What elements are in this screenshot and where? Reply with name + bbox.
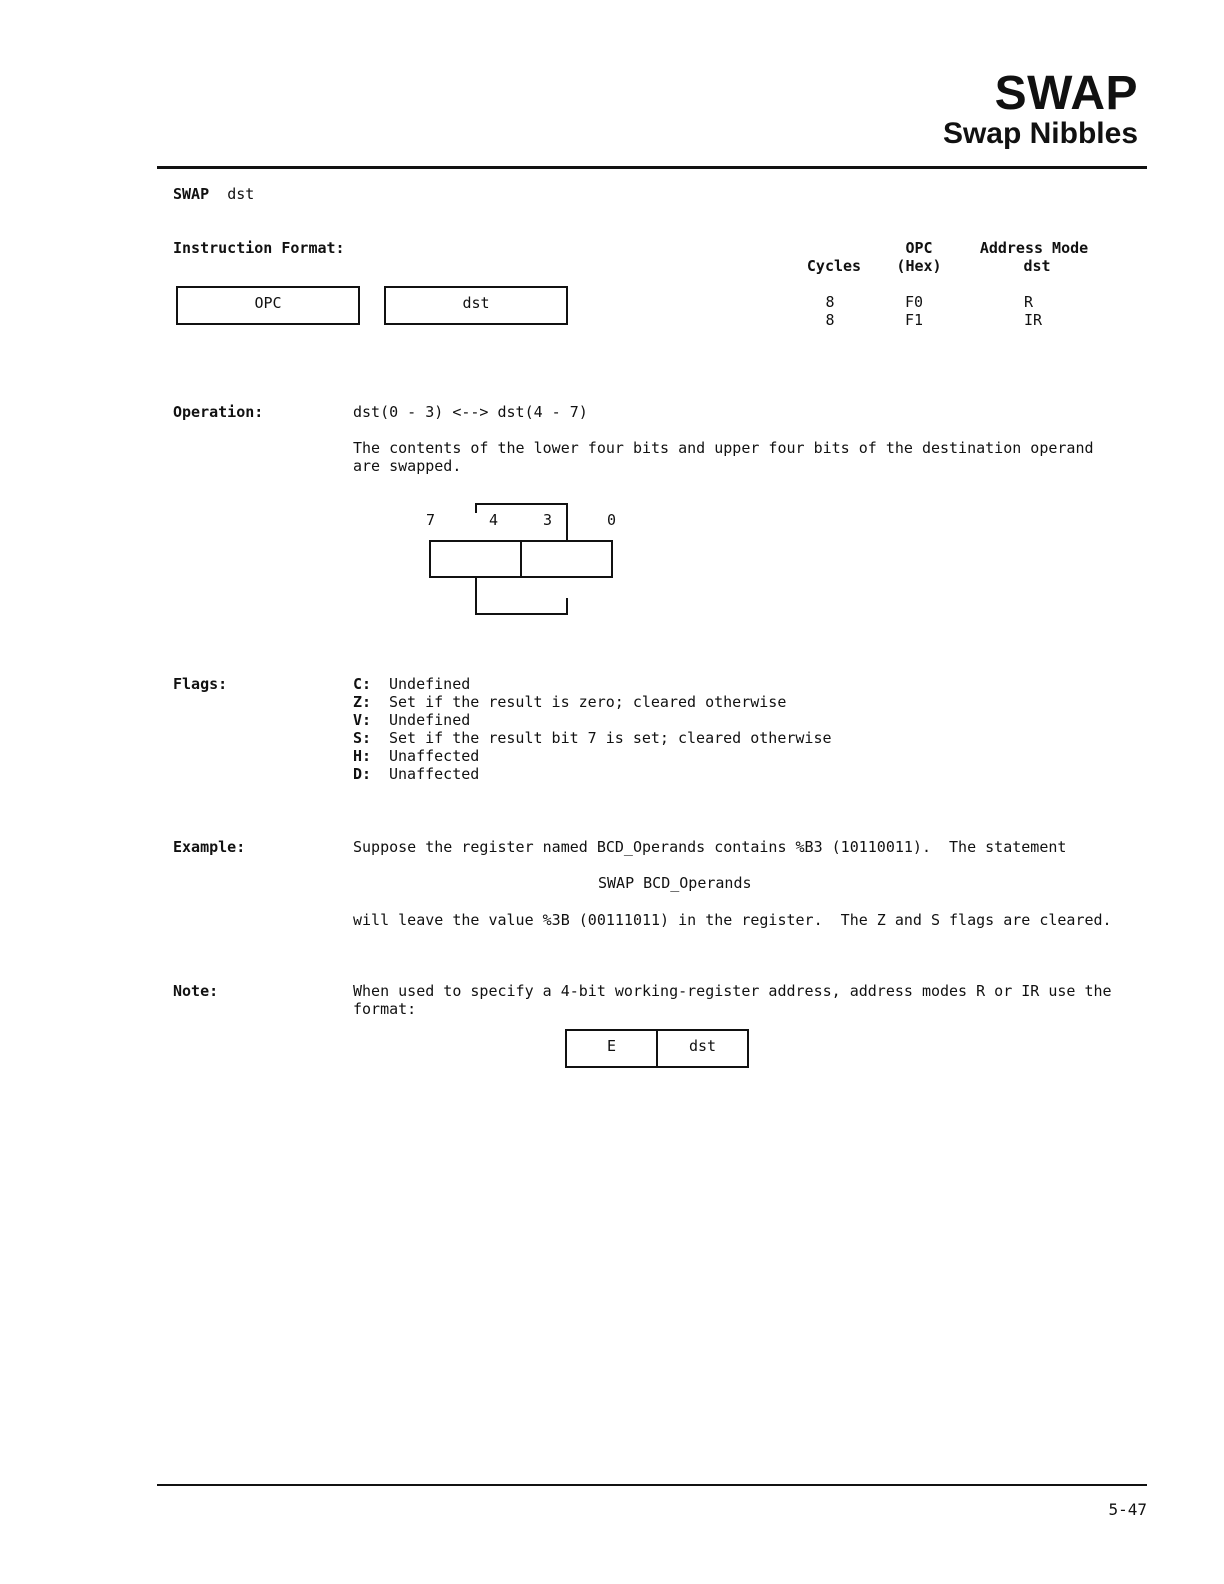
bit-3-label: 3	[543, 511, 553, 529]
flag-z	[353, 693, 786, 711]
header-opc-line2: (Hex)	[896, 257, 942, 275]
format-field-dst	[384, 286, 568, 325]
flag-c	[353, 675, 470, 693]
flag-key: S:	[353, 729, 372, 747]
row2-cycles: 8	[825, 311, 835, 329]
page-number: 5-47	[1108, 1500, 1147, 1519]
swap-bracket-top-left	[475, 503, 477, 513]
flag-text: Unaffected	[389, 747, 480, 765]
row2-opc: F1	[904, 311, 924, 329]
header-mode-line1: Address Mode	[979, 239, 1089, 257]
swap-bracket-bottom-left	[475, 576, 477, 615]
flag-key: C:	[353, 675, 372, 693]
page-title: SWAP	[994, 67, 1138, 120]
note-label: Note:	[173, 982, 219, 1000]
flag-key: H:	[353, 747, 372, 765]
format-field-dst-label: dst	[462, 294, 490, 312]
row1-cycles: 8	[825, 293, 835, 311]
flag-key: Z:	[353, 693, 372, 711]
format-field-opc-label: OPC	[254, 294, 282, 312]
swap-bracket-top-right	[566, 503, 568, 541]
example-line-2: will leave the value %3B (00111011) in the register. The Z and S flags are cleared.	[353, 911, 1112, 929]
note-line-1: When used to specify a 4-bit working-register address, address modes R or IR use the	[353, 982, 1112, 1000]
header-cycles: Cycles	[806, 257, 862, 275]
flag-key: V:	[353, 711, 372, 729]
instruction-format-label: Instruction Format:	[173, 239, 345, 257]
header-mode-line2: dst	[1023, 257, 1051, 275]
swap-bracket-bottom-right	[566, 598, 568, 615]
nibble-high-box	[429, 540, 522, 578]
operation-expression: dst(0 - 3) <--> dst(4 - 7)	[353, 403, 588, 421]
bit-7-label: 7	[426, 511, 436, 529]
flag-v	[353, 711, 470, 729]
row2-mode: IR	[1024, 311, 1043, 329]
flag-text: Set if the result bit 7 is set; cleared otherwise	[389, 729, 832, 747]
example-code: SWAP BCD_Operands	[598, 874, 752, 892]
flag-d	[353, 765, 479, 783]
note-field-dst	[656, 1029, 749, 1068]
row1-mode: R	[1024, 293, 1034, 311]
syntax-operand: dst	[227, 185, 255, 203]
note-field-dst-label: dst	[688, 1037, 717, 1055]
flag-text: Unaffected	[389, 765, 480, 783]
operation-description-2: are swapped.	[353, 457, 462, 475]
row1-opc: F0	[904, 293, 924, 311]
note-line-2: format:	[353, 1000, 417, 1018]
format-field-opc	[176, 286, 360, 325]
flag-text: Set if the result is zero; cleared otherwise	[389, 693, 787, 711]
flag-h	[353, 747, 479, 765]
bit-4-label: 4	[489, 511, 499, 529]
note-field-e	[565, 1029, 658, 1068]
swap-bracket-top	[475, 503, 568, 505]
header-opc-line1: OPC	[905, 239, 933, 257]
syntax-line	[173, 185, 254, 203]
page-subtitle: Swap Nibbles	[942, 117, 1138, 150]
operation-label: Operation:	[173, 403, 264, 421]
footer-rule	[157, 1484, 1147, 1486]
nibble-low-box	[520, 540, 613, 578]
example-label: Example:	[173, 838, 246, 856]
bit-0-label: 0	[607, 511, 617, 529]
example-line-1: Suppose the register named BCD_Operands contains %B3 (10110011). The statement	[353, 838, 1067, 856]
flag-s	[353, 729, 832, 747]
flag-text: Undefined	[389, 711, 471, 729]
swap-bracket-bottom	[475, 613, 568, 615]
flags-label: Flags:	[173, 675, 228, 693]
operation-description-1: The contents of the lower four bits and upper four bits of the destination operand	[353, 439, 1094, 457]
flag-text: Undefined	[389, 675, 471, 693]
header-rule	[157, 166, 1147, 169]
flag-key: D:	[353, 765, 372, 783]
syntax-mnemonic: SWAP	[173, 185, 210, 203]
note-field-e-label: E	[606, 1037, 617, 1055]
